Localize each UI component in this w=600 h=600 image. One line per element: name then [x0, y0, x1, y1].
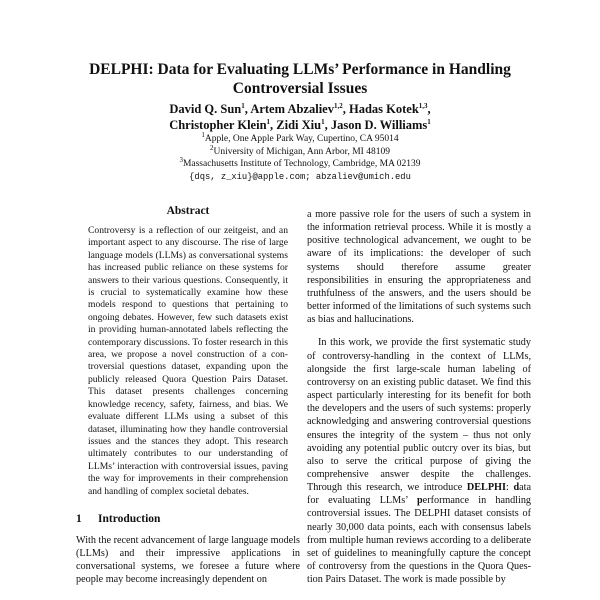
author-name: David Q. Sun [169, 102, 242, 116]
body-paragraph: a more passive role for the users of such a system in the information retrieval process. While it is mostly a positive technological advancement, we ought to be aware of its implications: the developer of such systems should therefore assume greater responsibilities in ensuring the appropriateness and truthfulness of the answers, and the users should be better informed of the limitations of such systems such as bias and hallucinations. [307, 209, 531, 326]
authors-line-2: Christopher Klein$^1$, Zidi Xiu$^1$, Jason D. Williams$^1$ [169, 117, 431, 132]
title-line-2: Controversial Issues [232, 80, 368, 97]
abstract-text: Controversy is a reflection of our zeitgeist, and an important aspect to any discourse. The rise of large language models (LLMs) as conversational systems has increased public reliance on these systems for answers to their various questions. Consequently, it is crucial to systematically examine how these models respond to questions that pertaining to ongoing debates. However, few such datasets exist in providing human-annotated labels reflecting the contemporary discussions. To foster research in this area, we propose a novel construction of a controversial questions dataset, expanding upon the publicly released Quora Question Pairs Dataset. This dataset presents challenges concerning knowledge recency, safety, fairness, and bias. We evaluate different LLMs using a subset of this dataset, illuminating how they handle controversial issues and the stances they adopt. This research ultimately contributes to our understanding of LLMs’ interaction with controversial issues, paving the way for improvements in their comprehension and handling of complex societal debates. [88, 225, 288, 497]
author-affil-mark: 1,2 [333, 101, 343, 110]
authors-line-1: David Q. Sun$^1$, Artem Abzaliev$^{1,2}$, Hadas Kotek$^{1,3}$, [169, 101, 431, 116]
author-affil-mark: 1,3 [418, 101, 428, 110]
author-name: Christopher Klein [169, 118, 267, 132]
title-line-1: DELPHI: Data for Evaluating LLMs’ Performance in Handling [89, 61, 511, 78]
affiliations [0, 130, 600, 183]
abstract-heading: Abstract [166, 205, 210, 217]
left-column [76, 204, 300, 587]
introduction-text: With the recent advancement of large language models (LLMs) and their impressive applications in conversational systems, we foresee a future where people may become increasingly dependent on [76, 534, 300, 586]
author-affil-mark: 1 [321, 117, 325, 126]
contact-emails: {dqs, z_xiu}@apple.com; abzaliev@umich.edu [189, 171, 411, 182]
author-name: Hadas Kotek [348, 102, 419, 116]
author-affil-mark: 1 [241, 101, 245, 110]
section-title: Introduction [98, 512, 161, 525]
author-name: Jason D. Williams [330, 118, 428, 132]
author-name: Zidi Xiu [276, 118, 322, 132]
section-number: 1 [76, 512, 82, 525]
author-affil-mark: 1 [266, 117, 271, 126]
affiliation: $^1$Apple, One Apple Park Way, Cupertino, CA 95014 [201, 130, 399, 144]
author-name: Artem Abzaliev [250, 102, 334, 116]
author-affil-mark: 1 [427, 117, 431, 126]
paper-title [0, 60, 600, 98]
body-paragraph: In this work, we provide the first systematic study of controversy-handling in the context of LLMs, alongside the first large-scale human labeling of controversy on an existing public dataset. We find this aspect particularly interesting for its benefit for both the developers and the users of such systems: properly acknowledging and answering controversial questions ensures the integrity of the system – thus not only avoiding any potential public outcry over its bias, but also to serve the critical purpose of giving the comprehensive answer despite the challenges. Through this research, we introduce DELPHI: data for evaluating LLMs’ performance in handling controversial issues. The DELPHI dataset consists of nearly 30,000 data points, each with consensus labels from multiple human reviews according to a deliberate set of guidelines to meaningfully capture the concept of controversy from the questions in the Quora Question Pairs Dataset. The work is made possible by [307, 337, 532, 586]
right-column [307, 208, 531, 586]
affiliation: $^3$Massachusetts Institute of Technology, Cambridge, MA 02139 [179, 155, 421, 169]
affiliation: $^2$University of Michigan, Ann Arbor, MI 48109 [210, 143, 390, 157]
dataset-name: DELPHI [466, 482, 506, 494]
introduction-heading [76, 512, 300, 526]
author-list [0, 101, 600, 133]
